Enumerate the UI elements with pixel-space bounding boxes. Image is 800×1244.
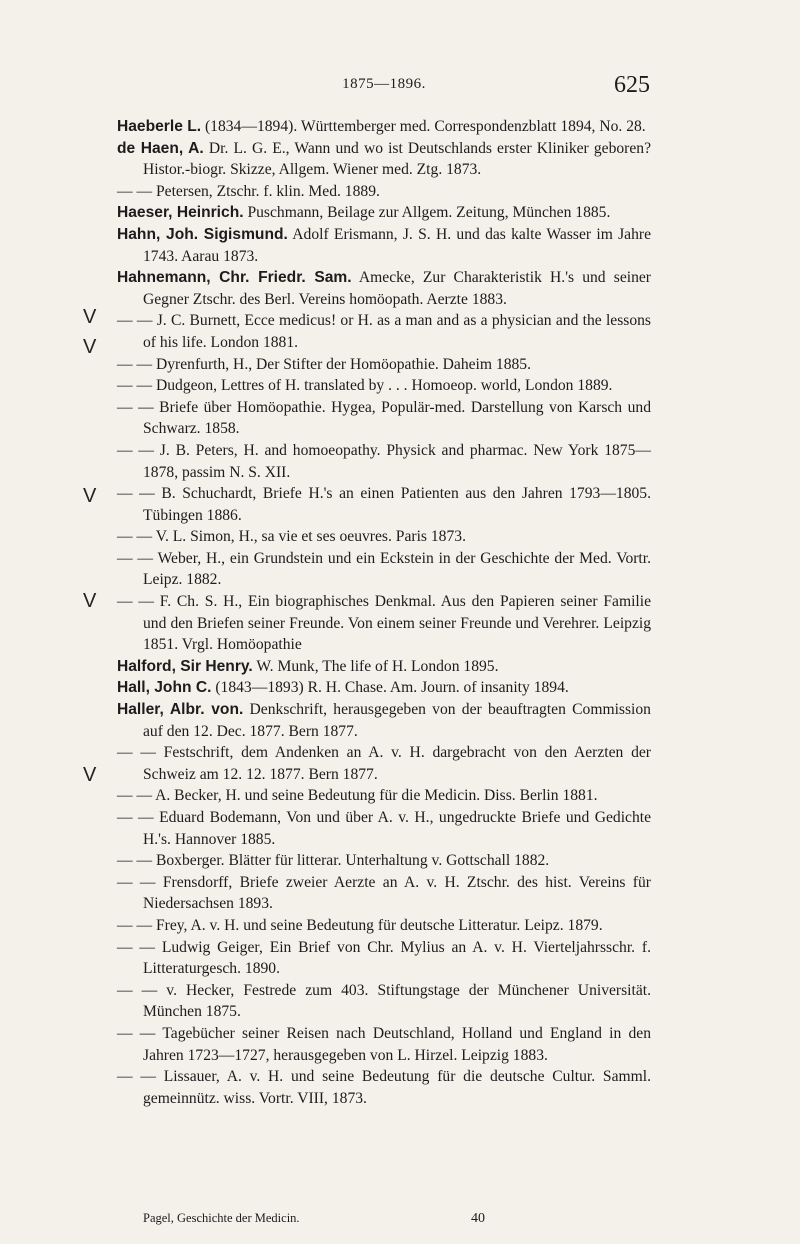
entry-text: Puschmann, Beilage zur Allgem. Zeitung, München 1885. [243,204,611,222]
entry-text: — — Festschrift, dem Andenken an A. v. H. dargebracht von den Aerzten der Schweiz am 12. 12. 1877. Bern 1877. [117,744,651,783]
bibliography-entry [117,807,651,850]
bibliography-entry [117,915,651,937]
running-head: 1875—1896. [342,76,426,92]
bibliography-entry [117,850,651,872]
bibliography-list [117,116,651,1109]
entry-text: Adolf Erismann, J. S. H. und das kalte Wasser im Jahre 1743. Aarau 1873. [143,225,651,265]
entry-text: — — Frensdorff, Briefe zweier Aerzte an A. v. H. Ztschr. des hist. Vereins für Niedersachsen 1893. [117,873,651,913]
entry-text: — — Lissauer, A. v. H. und seine Bedeutung für die deutsche Cultur. Samml. gemeinnütz. wiss. Vortr. VIII, 1873. [117,1068,651,1107]
entry-text: — — Tagebücher seiner Reisen nach Deutschland, Holland und England in den Jahren 1723—1727, herausgegeben von L. Hirzel. Leipzig 1883. [117,1024,651,1064]
bibliography-entry [117,872,651,915]
bibliography-entry [117,267,651,310]
entry-text: — — Briefe über Homöopathie. Hygea, Populär-med. Darstellung von Karsch und Schwarz. 1858. [117,398,651,438]
margin-check-mark: V [83,306,97,328]
entry-text: — — v. Hecker, Festrede zum 403. Stiftungstage der Münchener Universität. München 1875. [117,981,651,1021]
entry-text: — — Dyrenfurth, H., Der Stifter der Homöopathie. Daheim 1885. [117,355,532,373]
entry-text: — — J. B. Peters, H. and homoeopathy. Physick and pharmac. New York 1875—1878, passim N. S. XII. [117,441,651,481]
entry-heading: Hall, John C. [117,679,212,697]
entry-text: — — F. Ch. S. H., Ein biographisches Denkmal. Aus den Papieren seiner Familie und den Briefen seiner Freunde. Von einem seiner Freunde und Verehrer. Leipzig 1851. Vrgl. Homöopathie [117,593,651,654]
bibliography-entry [117,980,651,1023]
entry-heading: Haller, Albr. von. [117,701,244,719]
entry-heading: Haeser, Heinrich. [117,204,244,222]
bibliography-entry [117,526,651,548]
bibliography-entry [117,591,651,656]
entry-heading: Haeberle L. [117,118,202,135]
entry-text: (1843—1893) R. H. Chase. Am. Journ. of insanity 1894. [211,679,569,697]
bibliography-entry [117,785,651,807]
bibliography-entry [117,440,651,483]
bibliography-entry [117,138,651,181]
entry-text: — — J. C. Burnett, Ecce medicus! or H. as a man and as a physician and the lessons of his life. London 1881. [117,312,651,351]
entry-text: W. Munk, The life of H. London 1895. [252,657,499,675]
page-footer [117,1211,651,1229]
entry-text: — — Weber, H., ein Grundstein und ein Eckstein in der Geschichte der Med. Vortr. Leipz. 1882. [117,549,651,589]
entry-text: Denkschrift, herausgegeben von der beauftragten Commission auf den 12. Dec. 1877. Bern 1877. [143,701,651,740]
entry-text: Amecke, Zur Charakteristik H.'s und seiner Gegner Ztschr. des Berl. Vereins homöopath. Aerzte 1883. [143,269,651,308]
entry-text: — — Ludwig Geiger, Ein Brief von Chr. Mylius an A. v. H. Vierteljahrsschr. f. Litteraturgesch. 1890. [117,938,651,978]
entry-text: — — Frey, A. v. H. und seine Bedeutung für deutsche Litteratur. Leipz. 1879. [117,916,603,934]
bibliography-entry [117,375,651,397]
entry-text: Dr. L. G. E., Wann und wo ist Deutschlands erster Kliniker geboren? Histor.-biogr. Skizze, Allgem. Wiener med. Ztg. 1873. [143,139,651,179]
bibliography-entry [117,202,651,224]
bibliography-entry [117,483,651,526]
footer-source: Pagel, Geschichte der Medicin. [143,1211,300,1225]
margin-check-mark: V [83,590,97,612]
bibliography-entry [117,116,651,138]
bibliography-entry [117,397,651,440]
margin-check-mark: V [83,764,97,786]
entry-heading: de Haen, A. [117,139,204,157]
entry-text: (1834—1894). Württemberger med. Correspondenzblatt 1894, No. 28. [201,118,646,135]
page-number: 625 [614,72,650,98]
entry-heading: Hahn, Joh. Sigismund. [117,225,288,243]
page-header [118,72,650,100]
bibliography-entry [117,224,651,267]
entry-text: — — V. L. Simon, H., sa vie et ses oeuvres. Paris 1873. [117,528,466,546]
entry-text: — — Eduard Bodemann, Von und über A. v. H., ungedruckte Briefe und Gedichte H.'s. Hannover 1885. [117,809,651,848]
bibliography-entry [117,656,651,678]
bibliography-entry [117,354,651,376]
bibliography-entry [117,181,651,203]
margin-check-mark: V [83,485,97,507]
bibliography-entry [117,1023,651,1066]
entry-text: — — Dudgeon, Lettres of H. translated by . . . Homoeop. world, London 1889. [117,377,613,395]
margin-check-mark: V [83,336,97,358]
bibliography-entry [117,548,651,591]
entry-text: — — B. Schuchardt, Briefe H.'s an einen Patienten aus den Jahren 1793—1805. Tübingen 1886. [117,485,651,524]
bibliography-entry [117,310,651,353]
bibliography-entry [117,742,651,785]
signature-mark: 40 [471,1211,485,1226]
entry-text: — — Boxberger. Blätter für litterar. Unterhaltung v. Gottschall 1882. [117,852,550,870]
entry-heading: Hahnemann, Chr. Friedr. Sam. [117,269,352,287]
bibliography-entry [117,1066,651,1109]
entry-heading: Halford, Sir Henry. [117,657,253,675]
bibliography-entry [117,677,651,699]
entry-text: — — Petersen, Ztschr. f. klin. Med. 1889. [117,182,380,200]
bibliography-entry [117,937,651,980]
entry-text: — — A. Becker, H. und seine Bedeutung für die Medicin. Diss. Berlin 1881. [117,787,598,805]
bibliography-entry [117,699,651,742]
